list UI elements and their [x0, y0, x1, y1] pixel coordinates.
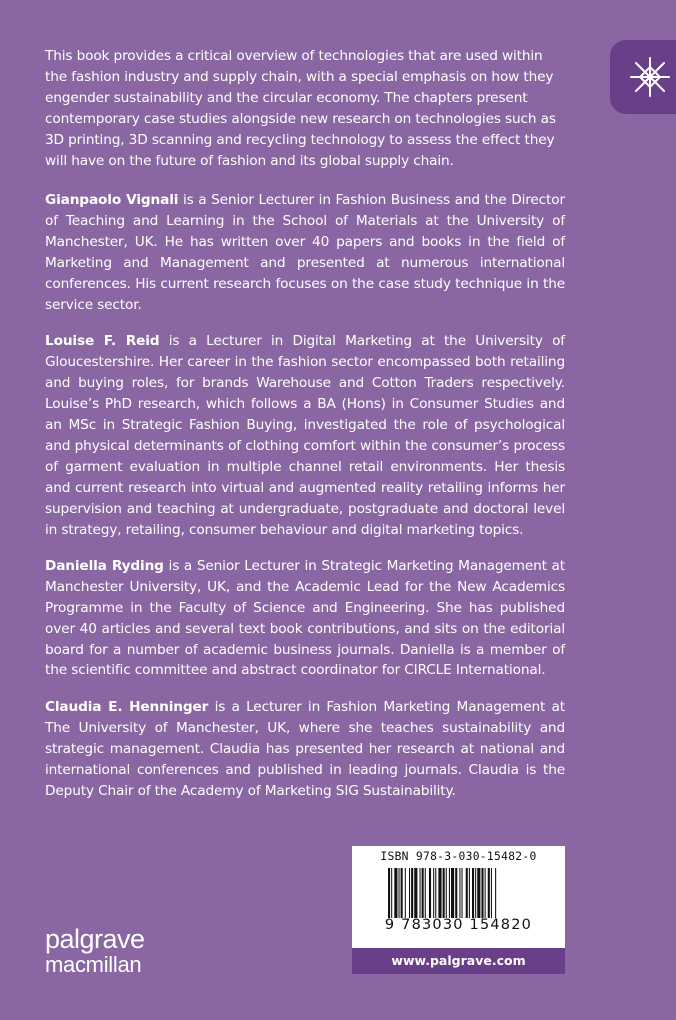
- barcode-bar: [469, 868, 470, 918]
- website-url[interactable]: www.palgrave.com: [352, 948, 565, 974]
- barcode-bar: [495, 868, 496, 918]
- author-bio-text: is a Senior Lecturer in Fashion Business and the Director of Teaching and Learning in the School of Materials at the University of Manchester, UK. He has written over 40 papers and books in the field of Marketing and Management and presented at numerous international conferences. His current research focuses on the case study technique in the service sector.: [45, 192, 565, 313]
- barcode-bar: [391, 868, 392, 918]
- barcode-bar: [409, 868, 410, 918]
- author-bio: [45, 190, 565, 315]
- barcode-bar: [466, 868, 468, 918]
- back-cover-blurb: [45, 46, 565, 817]
- barcode-bar: [481, 868, 483, 918]
- author-bio-text: is a Lecturer in Fashion Marketing Management at The University of Manchester, UK, where she teaches sustainability and strategic management. Claudia has presented her research at national and international conferences and published in leading journals. Claudia is the Deputy Chair of the Academy of Marketing SIG Sustainability.: [45, 698, 565, 799]
- barcode-bar: [449, 868, 450, 918]
- author-bio: [45, 331, 565, 540]
- barcode-bar: [438, 868, 441, 918]
- isbn-barcode: [352, 846, 565, 974]
- book-description: This book provides a critical overview of technologies that are used within the fashion industry and supply chain, with a special emphasis on how they engender sustainability and the circular economy. The chapters present contemporary case studies alongside new research on technologies such as 3D printing, 3D scanning and recycling technology to assess the effect they will have on the future of fashion and its global supply chain.: [45, 48, 556, 169]
- publisher-line1: palgrave: [45, 924, 145, 954]
- barcode-bar: [394, 868, 397, 918]
- author-name: Gianpaolo Vignali: [45, 192, 179, 209]
- barcode-bar: [455, 868, 457, 918]
- author-name: Louise F. Reid: [45, 333, 160, 350]
- barcode-bar: [429, 868, 431, 918]
- isbn-label: ISBN 978-3-030-15482-0: [380, 850, 537, 863]
- barcode-bar: [411, 868, 413, 918]
- ean-digits: 9 783030 154820: [384, 917, 533, 933]
- barcode-bar: [435, 868, 436, 918]
- barcode-bar: [422, 868, 424, 918]
- barcode-bar: [388, 868, 390, 918]
- barcode-bar: [425, 868, 426, 918]
- author-name: Daniella Ryding: [45, 557, 164, 574]
- barcode-bar: [399, 868, 400, 918]
- barcode-bar: [433, 868, 434, 918]
- palgrave-star-logo-icon: [625, 50, 675, 104]
- barcode-bar: [401, 868, 403, 918]
- barcode-bar: [414, 868, 417, 918]
- barcode-bar: [420, 868, 421, 918]
- publisher-logo: [45, 926, 145, 977]
- palgrave-logo-badge: [610, 40, 676, 114]
- barcode-bar: [462, 868, 463, 918]
- author-bio: [45, 697, 565, 802]
- barcode-bars: [388, 868, 530, 918]
- barcode-bar: [405, 868, 406, 918]
- barcode-bar: [475, 868, 476, 918]
- barcode-bar: [477, 868, 480, 918]
- author-name: Claudia E. Henninger: [45, 698, 209, 715]
- barcode-bar: [446, 868, 447, 918]
- publisher-line2: macmillan: [45, 952, 142, 977]
- author-bio: [45, 556, 565, 681]
- barcode-bar: [488, 868, 490, 918]
- author-bio-text: is a Senior Lecturer in Strategic Marketing Management at Manchester University, UK, and the Academic Lead for the New Academics Programme in the Faculty of Science and Engineering. She has published over 40 articles and several text book contributions, and sits on the editorial board for a number of academic business journals. Daniella is a member of the scientific committee and abstract coordinator for CIRCLE International.: [45, 557, 565, 679]
- barcode-bar: [443, 868, 445, 918]
- author-bio-text: is a Lecturer in Digital Marketing at the University of Gloucestershire. Her career in the fashion sector encompassed both retailing and buying roles, for brands Warehouse and Cotton Traders respectively. Louise’s PhD research, which follows a BA (Hons) in Consumer Studies and an MSc in Strategic Fashion Buying, investigated the role of psychological and physical determinants of clothing comfort within the consumer’s process of garment evaluation in multiple channel retail environments. Her thesis and current research into virtual and augmented reality retailing informs her supervision and teaching at undergraduate, postgraduate and doctoral level in strategy, retailing, consumer behaviour and digital marketing topics.: [45, 333, 565, 538]
- barcode-bar: [472, 868, 474, 918]
- barcode-bar: [485, 868, 486, 918]
- barcode-bar: [451, 868, 454, 918]
- barcode-bar: [491, 868, 492, 918]
- barcode-bar: [459, 868, 460, 918]
